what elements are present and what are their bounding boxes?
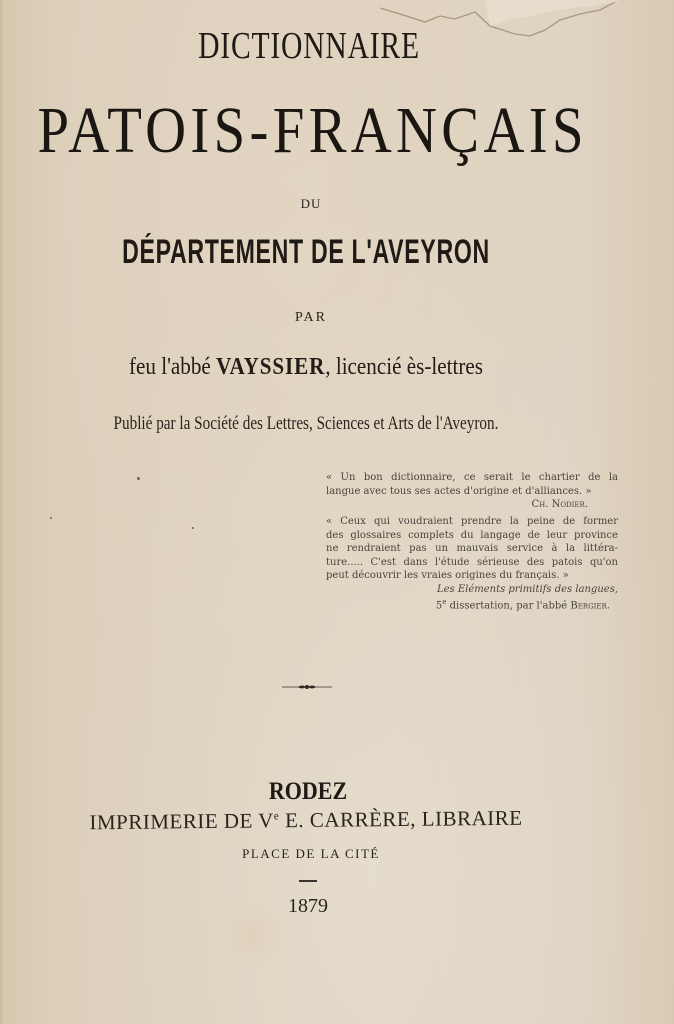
paper-speck [50, 517, 52, 519]
epigraph-line: « Ceux qui voudraient prendre la peine de former [326, 516, 618, 527]
imprint-address: PLACE DE LA CITÉ [242, 846, 380, 861]
title-line-dictionnaire: DICTIONNAIRE [198, 25, 420, 67]
printer-rest: E. CARRÈRE, LIBRAIRE [279, 805, 523, 833]
page-edge-shadow [0, 0, 4, 1024]
epigraph-bergier [326, 515, 618, 613]
author-line [37, 354, 576, 381]
author-prefix: feu l'abbé [128, 354, 217, 380]
epigraph-attribution: Ch. Nodier. [531, 499, 588, 510]
printer-prefix: IMPRIMERIE DE V [89, 808, 275, 835]
epigraph-source-title: Les Eléments primitifs des langues, [436, 583, 618, 595]
paper-speck [137, 477, 140, 480]
paper-speck [192, 527, 194, 529]
short-rule-divider [299, 880, 317, 882]
author-suffix: , licencié ès-lettres [325, 354, 484, 380]
epigraph-line: ture..... C'est dans l'étude sérieuse des patois qu'on [326, 556, 618, 568]
attribution-name: Bergier. [570, 600, 610, 612]
epigraph-line: ne rendraient pas un mauvais service à la littéra- [326, 543, 618, 554]
printer-sup: e [273, 810, 280, 823]
epigraph-nodier [326, 471, 618, 512]
title-line-patois-francais: PATOIS-FRANÇAIS [37, 94, 588, 167]
subtitle-departement: DÉPARTEMENT DE L'AVEYRON [122, 233, 490, 271]
byline-par: PAR [295, 310, 327, 325]
epigraph-line: « Un bon dictionnaire, ce serait le chartier de la [326, 472, 618, 483]
epigraph-line: peut découvrir les vraies origines du français. » [326, 570, 569, 581]
epigraph-line: langue avec tous ses actes d'origine et d'alliances. » [326, 485, 592, 497]
imprint-year: 1879 [288, 895, 328, 917]
publisher-note: Publié par la Société des Lettres, Sciences et Arts de l'Aveyron. [113, 413, 499, 434]
imprint-city: RODEZ [268, 778, 348, 805]
attribution-ordinal: e [442, 598, 447, 606]
epigraph-line: des glossaires complets du langage de leur province [326, 529, 618, 541]
attribution-text: dissertation, par l'abbé [446, 600, 571, 612]
epigraph-attribution [326, 596, 618, 613]
decorative-ornament-divider [282, 683, 332, 691]
author-name: VAYSSIER [216, 354, 326, 380]
imprint-printer [0, 805, 612, 836]
title-connector-du: DU [300, 196, 322, 211]
attribution-number: 5 [435, 600, 443, 612]
